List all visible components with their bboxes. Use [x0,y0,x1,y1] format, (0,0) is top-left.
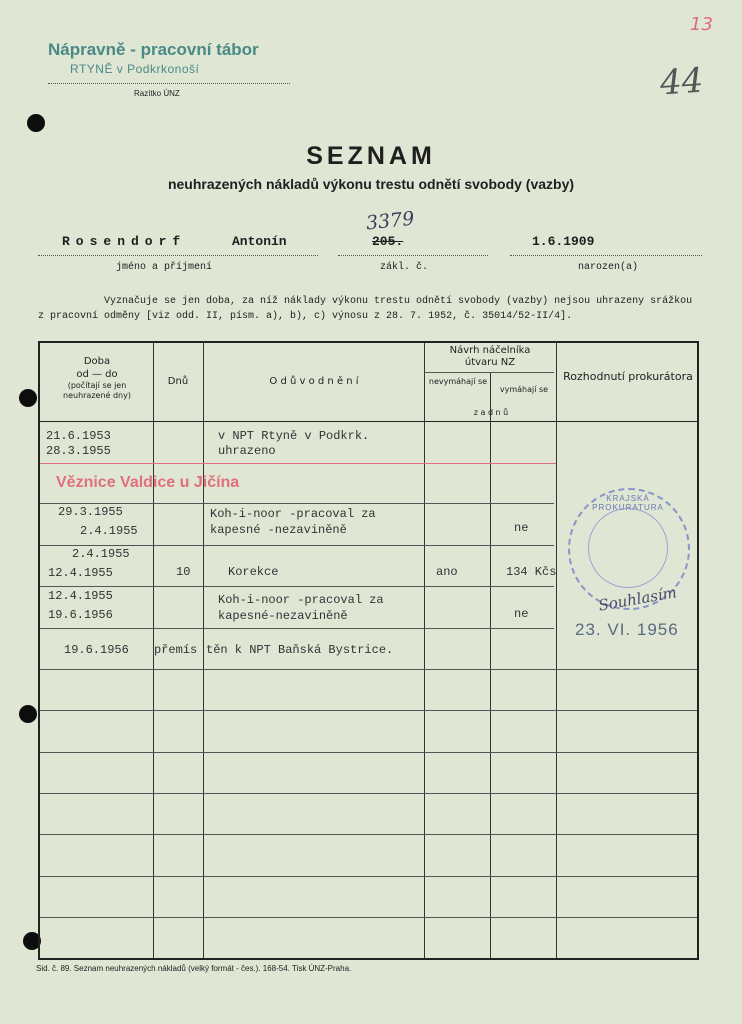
row3-days: 10 [176,565,191,579]
row-line [40,586,554,587]
punch-hole-middle [19,389,37,407]
stamp-dotted-line [48,83,290,84]
row4-reason-line2: kapesné-nezaviněně [218,609,348,623]
handwritten-base-number: 3379 [364,207,416,235]
row5-from: 19.6.1956 [64,643,129,657]
prison-red-stamp: Věznice Valdice u Jičína [56,474,240,491]
row5-days: přemís [154,643,198,657]
row-line [40,917,697,918]
header-per-days: z a d n ů [473,408,509,417]
header-not-claimed: nevymáhají se [428,377,488,386]
row4-claimed: ne [514,607,529,621]
proposal-subheader-line [424,372,554,373]
costs-table [38,341,699,960]
header-proposal: Návrh náčelníka útvaru NZ [449,345,531,368]
row-line [40,503,554,504]
row1-reason-line2: uhrazeno [218,444,276,458]
header-decision: Rozhodnutí prokurátora [563,370,693,383]
row5-reason-line1: těn k NPT Baňská Bystrice. [206,643,394,657]
note-line-1: Vyznačuje se jen doba, za níž náklady výkonu trestu odnětí svobody (vazby) nejsou uhrazeny srážkou [104,296,693,307]
label-birth: narozen(a) [578,262,639,273]
base-number: 205. [372,234,404,249]
punch-hole-top [27,114,45,132]
row3-claimed: 134 Kčs [506,565,557,579]
institution-stamp-line2: RTYNĚ v Podkrkonoší [70,62,200,76]
header-period-note: (počítají se jen neuhrazené dny) [63,381,131,400]
row-line [40,710,697,711]
birth-date: 1.6.1909 [532,234,595,249]
stamp-label: Razítko ÚNZ [134,89,180,98]
header-reason: O d ů v o d n ě n í [269,376,359,387]
name-dotted-line [38,255,318,256]
row3-not-claimed: ano [436,565,458,579]
document-title: SEZNAM [306,142,436,170]
row2-from: 29.3.1955 [58,505,123,519]
prosecutor-signature: Souhlasím [597,583,679,615]
row-line [40,669,697,670]
person-surname: Rosendorf [62,234,187,249]
stamp-text: KRAJSKÁ PROKURATURA [592,494,664,512]
institution-stamp-line1: Nápravně - pracovní tábor [48,40,259,59]
row1-reason-line1: v NPT Rtyně v Podkrk. [218,429,370,443]
col-divider [203,343,204,958]
instruction-note [38,294,704,324]
row-line [40,752,697,753]
punch-hole-lower [19,705,37,723]
stamp-inner-ring [588,508,668,588]
label-base: zákl. č. [380,262,429,273]
note-line-2: z pracovní odměny [viz odd. II, písm. a), b), c) výnosu z 28. 7. 1952, č. 35014/52-II/4]. [38,311,573,322]
row3-reason-line1: Korekce [228,565,279,579]
col-divider [424,343,425,958]
row2-reason-line2: kapesné -nezaviněně [210,523,347,537]
row-line [40,545,554,546]
header-days: Dnů [167,376,189,387]
handwritten-page-number: 44 [658,60,705,104]
row2-reason-line1: Koh-i-noor -pracoval za [210,507,376,521]
document-subtitle: neuhrazených nákladů výkonu trestu odnětí svobody (vazby) [167,176,575,192]
header-period-title: Doba [83,356,111,367]
header-period-range: od — do [76,369,118,380]
header-claimed: vymáhají se [499,385,549,394]
row4-reason-line1: Koh-i-noor -pracoval za [218,593,384,607]
row3-to: 12.4.1955 [48,566,113,580]
col-divider [556,343,557,958]
row2-to: 2.4.1955 [80,524,138,538]
birth-dotted-line [510,255,702,256]
row-line [40,628,554,629]
red-divider-line [40,463,556,464]
row1-from: 21.6.1953 [46,429,111,443]
row4-from: 12.4.1955 [48,589,113,603]
decision-date: 23. VI. 1956 [575,620,679,639]
form-footer: Sid. č. 89. Seznam neuhrazených nákladů (velký formát - čes.). 168-54. Tisk ÚNZ-Praha. [36,964,352,973]
row1-to: 28.3.1955 [46,444,111,458]
label-name: jméno a příjmení [116,262,213,273]
row-line [40,876,697,877]
row4-to: 19.6.1956 [48,608,113,622]
header-bottom-line [40,421,697,422]
header-period [42,355,152,401]
row2-claimed: ne [514,521,529,535]
red-page-mark: 13 [690,14,713,35]
base-dotted-line [338,255,488,256]
col-divider [490,373,491,958]
row-line [40,834,697,835]
row-line [40,793,697,794]
person-first-name: Antonín [232,234,287,249]
row3-from: 2.4.1955 [72,547,130,561]
